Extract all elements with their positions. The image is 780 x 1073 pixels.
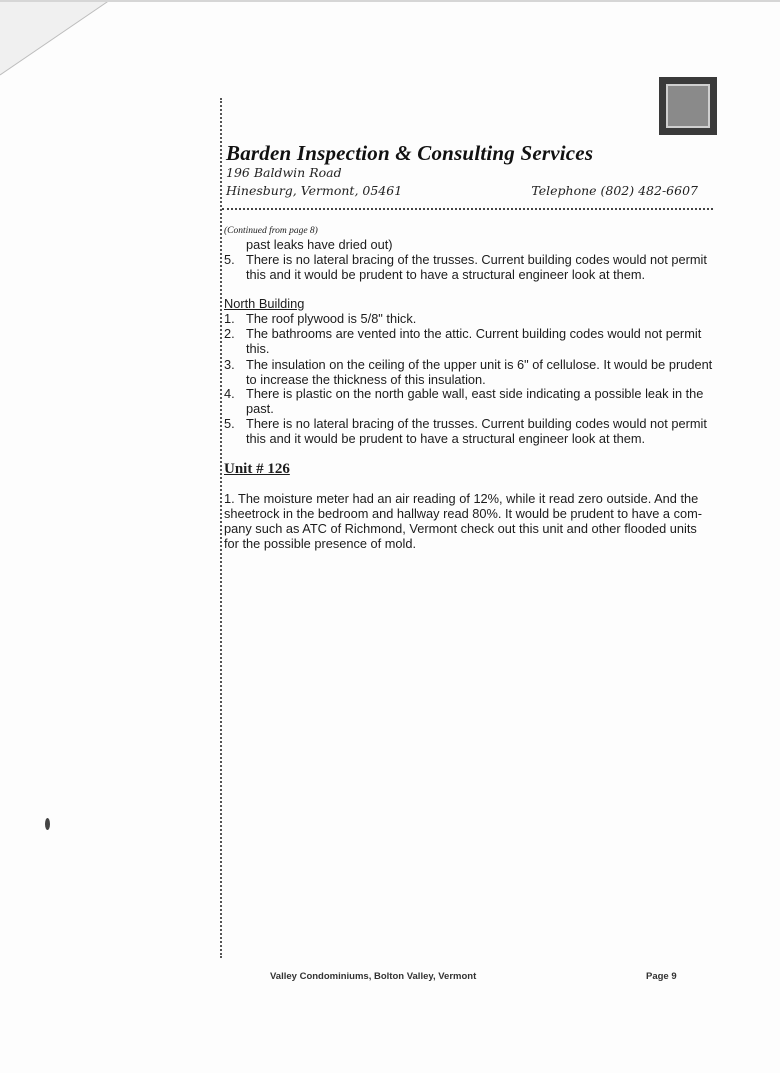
nb-item-3-line-0: The insulation on the ceiling of the upper unit is 6" of cellulose. It would be prudent [246,357,713,372]
nb-item-4-number: 4. [224,386,235,401]
nb-item-3-number: 3. [224,357,235,372]
intro-item-0-line-0: past leaks have dried out) [246,237,393,252]
intro-item-1-line-0: There is no lateral bracing of the trusses. Current building codes would not permit [246,252,707,267]
unit-126-line-3: for the possible presence of mold. [224,536,417,551]
header-divider [222,208,713,210]
intro-item-1-line-1: this and it would be prudent to have a structural engineer look at them. [246,267,646,282]
unit-126-line-2: pany such as ATC of Richmond, Vermont check out this unit and other flooded units [224,521,697,536]
nb-item-5-line-1: this and it would be prudent to have a structural engineer look at them. [246,431,646,446]
nb-item-3-line-1: to increase the thickness of this insulation. [246,372,486,387]
scan-speck [45,818,50,830]
intro-item-1-number: 5. [224,252,235,267]
footer-location: Valley Condominiums, Bolton Valley, Vermont [270,971,477,982]
nb-item-2-number: 2. [224,326,235,341]
nb-item-2-line-0: The bathrooms are vented into the attic. Current building codes would not permit [246,326,702,341]
nb-item-2-line-1: this. [246,341,270,356]
unit-126-line-0: 1. The moisture meter had an air reading of 12%, while it read zero outside. And the [224,491,699,506]
address-line-1: 196 Baldwin Road [226,165,342,180]
nb-item-5-number: 5. [224,416,235,431]
address-line-2: Hinesburg, Vermont, 05461 [226,183,403,198]
company-logo [659,77,717,135]
unit-126-line-1: sheetrock in the bedroom and hallway read 80%. It would be prudent to have a com- [224,506,703,521]
nb-item-4-line-0: There is plastic on the north gable wall, east side indicating a possible leak in the [246,386,704,401]
nb-item-4-line-1: past. [246,401,274,416]
north-building-heading: North Building [224,296,305,311]
telephone: Telephone (802) 482-6607 [531,183,698,198]
nb-item-5-line-0: There is no lateral bracing of the trusses. Current building codes would not permit [246,416,707,431]
nb-item-1-number: 1. [224,311,235,326]
unit-126-heading: Unit # 126 [224,461,290,477]
margin-rule [220,98,222,958]
company-name: Barden Inspection & Consulting Services [226,141,594,165]
footer-page-number: Page 9 [646,971,677,982]
nb-item-1-line-0: The roof plywood is 5/8" thick. [246,311,417,326]
continued-note: (Continued from page 8) [224,226,318,236]
